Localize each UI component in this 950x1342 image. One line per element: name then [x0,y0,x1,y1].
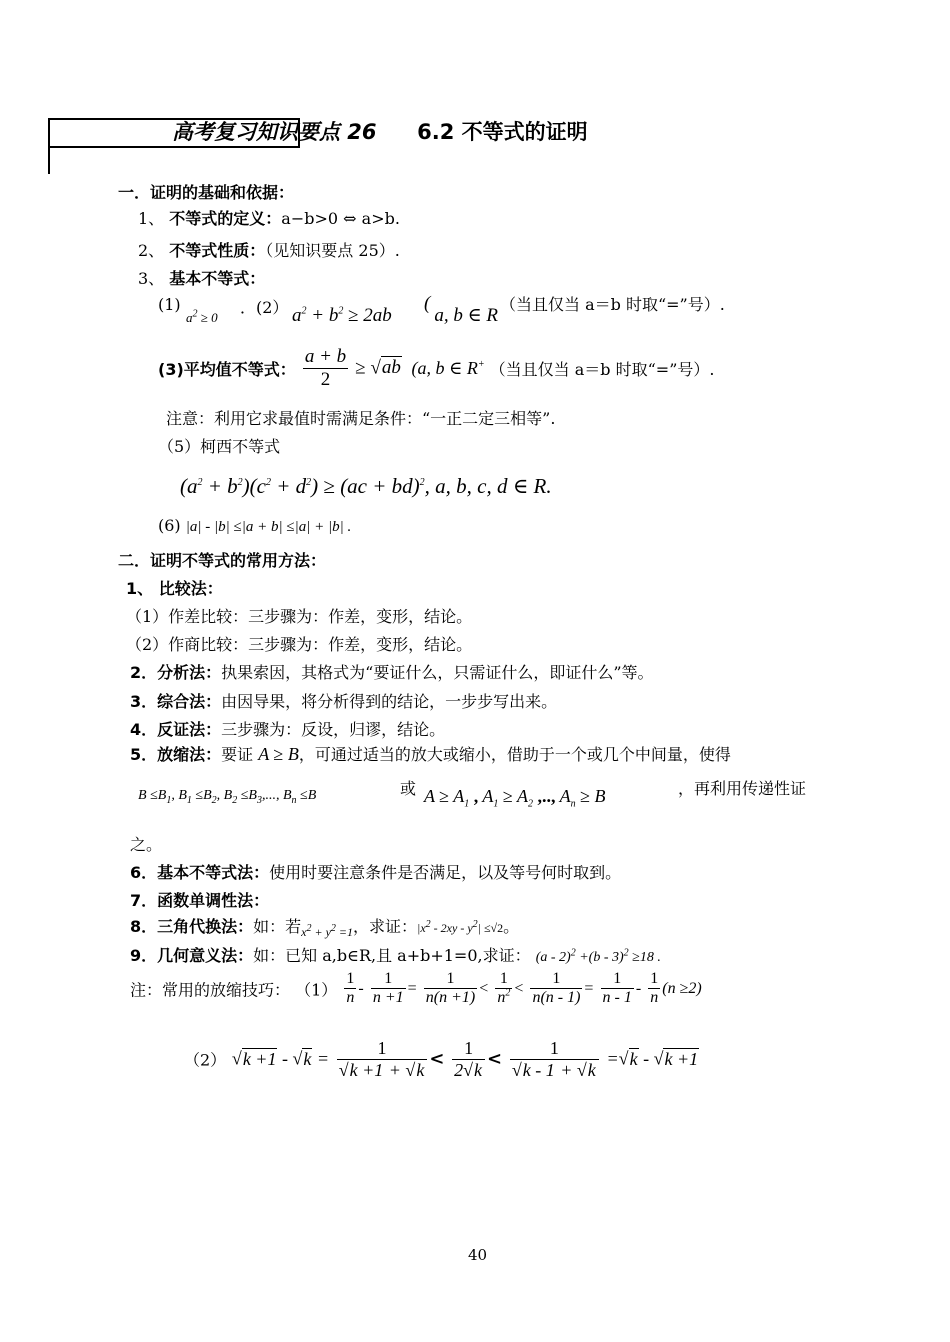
notice-text: 注意：利用它求最值时需满足条件：“一正二定三相等”. [166,409,556,428]
item1: 1、 不等式的定义：a−b>0 ⇔ a>b. [138,209,400,228]
method-5: 5．放缩法：要证 A ≥ B，可通过适当的放大或缩小，借助于一个或几个中间量，使得 [130,744,731,764]
method-6: 6．基本不等式法：使用时要注意条件是否满足，以及等号何时取到。 [130,863,622,882]
formula-2-cond: (a, b ∈ R [424,293,499,326]
method-5-tail: ，再利用传递性证 [678,779,807,798]
method-5-chain-b: $B \le B_1$, $B_1 \le B_2$, $B_2 \le B_3$,..., $B_n \le B$ [138,788,317,806]
method-3: 3．综合法：由因导果，将分析得到的结论，一步步写出来。 [130,692,558,711]
method-9: 9．几何意义法：如：已知 a,b∈R,且 a+b+1=0,求证： (a - 2)$^2$ +(b - 3)$^2$ ≥18 . [130,946,661,965]
section1-heading: 一．证明的基础和依据： [118,183,295,202]
item3: 3、 基本不等式： [138,269,266,288]
formula-2-label: ．(2） [240,298,289,317]
formula-2-note: （当且仅当 a＝b 时取“=”号）. [500,295,725,314]
method-1-label: 1、 比较法： [126,579,223,598]
method-7: 7．函数单调性法： [130,891,270,910]
formula-5: $(a^2 + b^2)(c^2 + d^2) \ge (ac + bd)^2$, a, b, c, d ∈ R. [180,474,552,498]
notes-line-2: （2） √k +1 - √k = $\frac{1}{√k +1 + √k}$ < $\frac{1}{2√k}$ < $\frac{1}{√k - 1 + √k}$ =√k - √k +1 [184,1038,699,1080]
page-number: 40 [468,1246,488,1264]
page-title: 高考复习知识要点 26 6.2 不等式的证明 [172,120,588,144]
method-2: 2．分析法：执果索因，其格式为“要证什么，只需证什么，即证什么”等。 [130,663,654,682]
formula-5-label: （5）柯西不等式 [158,437,281,456]
method-1a: （1）作差比较：三步骤为：作差，变形，结论。 [126,607,473,626]
notes-line-1: 注：常用的放缩技巧： （1） $\frac{1}{n}$ - $\frac{1}{n +1}$ = $\frac{1}{n(n +1)}$ < $\frac{1}{n^2}$ < $\frac{1}{n(n - 1)}$ = $\frac{1}{n - 1}$ - $\frac{1}{n}$ (n ≥2) [130,970,702,1007]
formula-2: $a^2 + b^2 \ge 2ab$ [292,305,392,326]
method-5-or: 或 [400,779,417,798]
formula-1: $a^2 \ge 0$ [186,308,218,325]
method-5-end: 之。 [130,835,163,854]
formula-3: (3)平均值不等式： $\frac{a + b}{2}$ ≥ √ab (a, b ∈ R+ （当且仅当 a＝b 时取“=”号）. [158,346,715,390]
formula-1-label: (1) [158,295,181,314]
method-5-chain-a: $A \ge A_1$ , $A_1 \ge A_2$ ,.., $A_n \ge B$ [424,786,606,810]
method-8: 8．三角代换法：如：若$_{x^2 + y^2 =1}$，求证：$|x^2 - 2xy - y^2| \le√2$。 [130,917,520,939]
title-frame-stem [48,144,50,174]
method-1b: （2）作商比较：三步骤为：作差，变形，结论。 [126,635,473,654]
method-4: 4．反证法：三步骤为：反设，归谬，结论。 [130,720,446,739]
section2-heading: 二．证明不等式的常用方法： [118,551,327,570]
formula-6: (6) |a| - |b| ≤|a + b| ≤|a| + |b| . [158,516,352,535]
item2: 2、 不等式性质：（见知识要点 25）. [138,241,400,260]
